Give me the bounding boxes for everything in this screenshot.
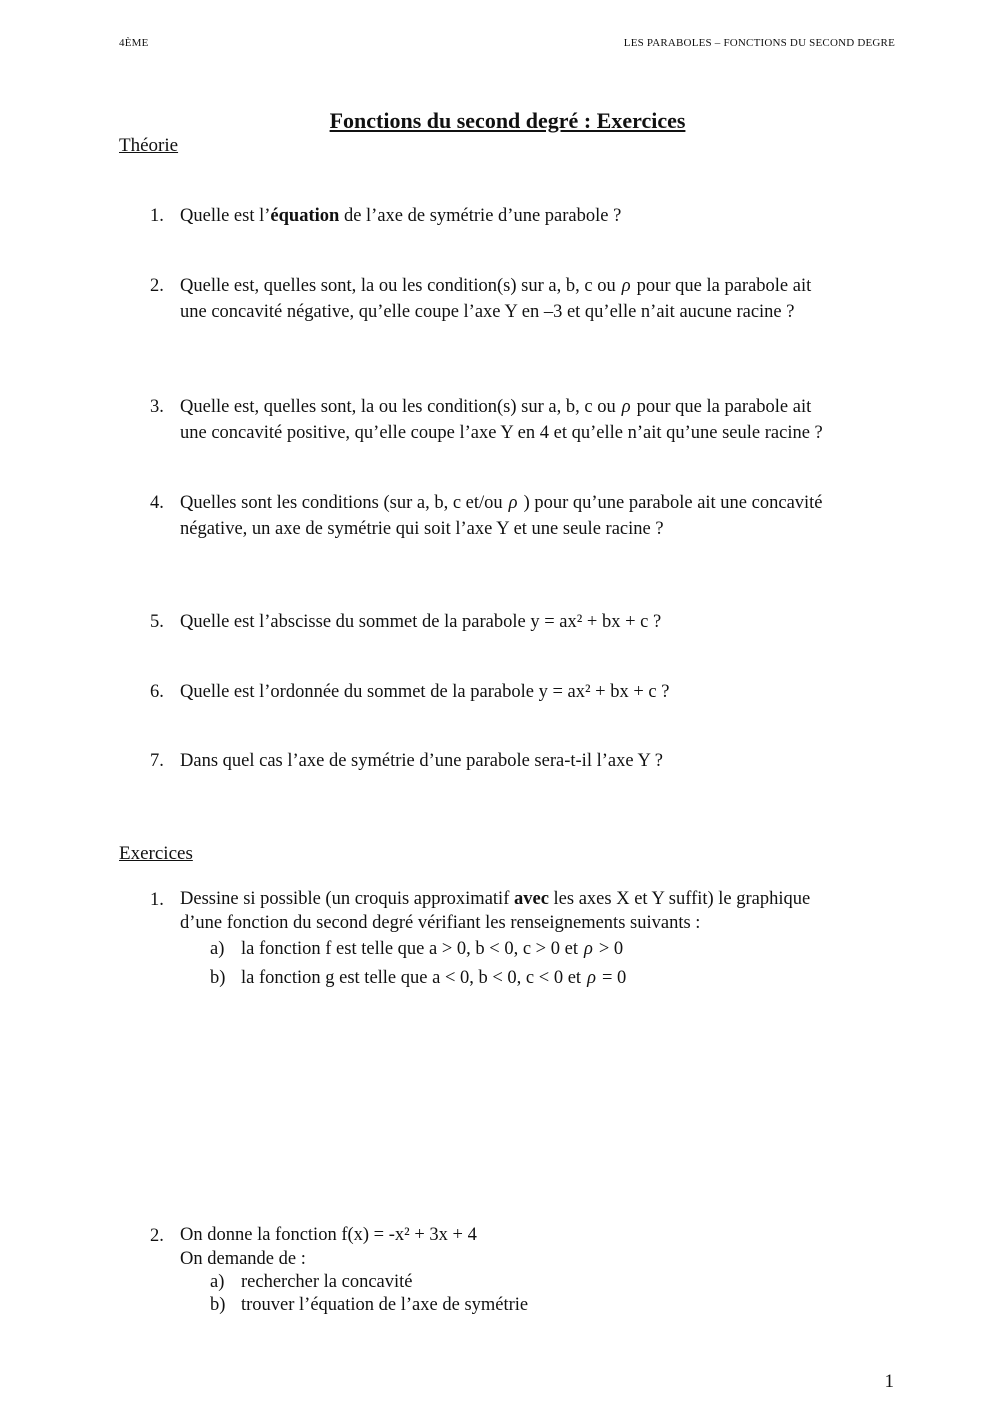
exercise-1-item-b bbox=[210, 965, 626, 991]
sub-item-text: trouver l’équation de l’axe de symétrie bbox=[241, 1295, 529, 1315]
question-text: négative, un axe de symétrie qui soit l’axe Y et une seule racine ? bbox=[180, 519, 664, 539]
question-number: 5. bbox=[150, 612, 164, 632]
exercise-number: 1. bbox=[150, 890, 164, 910]
question-text: Quelle est, quelles sont, la ou les condition(s) sur a, b, c ou bbox=[180, 397, 616, 417]
question-text: une concavité négative, qu’elle coupe l’axe Y en –3 et qu’elle n’ait aucune racine ? bbox=[180, 302, 795, 322]
sub-item-label: a) bbox=[210, 939, 225, 959]
sub-item-text: la fonction f est telle que a > 0, b < 0, c > 0 et bbox=[241, 939, 578, 959]
exercise-1 bbox=[150, 887, 895, 935]
exercise-2-item-a bbox=[210, 1270, 413, 1294]
exercise-text: On demande de : bbox=[180, 1249, 306, 1269]
rho-symbol: ρ bbox=[508, 493, 518, 513]
exercise-1-item-a bbox=[210, 936, 623, 962]
theory-question-1 bbox=[150, 203, 895, 229]
question-text: ) pour qu’une parabole ait une concavité bbox=[523, 493, 823, 513]
exercise-number: 2. bbox=[150, 1226, 164, 1246]
theory-question-4 bbox=[150, 490, 895, 542]
question-number: 1. bbox=[150, 206, 164, 226]
section-heading-exercises: Exercices bbox=[119, 843, 193, 864]
rho-symbol: ρ bbox=[587, 968, 596, 988]
question-text: une concavité positive, qu’elle coupe l’axe Y en 4 et qu’elle n’ait qu’une seule racine ? bbox=[180, 423, 823, 443]
question-number: 6. bbox=[150, 682, 164, 702]
question-number: 2. bbox=[150, 276, 164, 296]
sub-item-label: b) bbox=[210, 968, 226, 988]
theory-question-7 bbox=[150, 748, 895, 774]
theory-question-5 bbox=[150, 609, 895, 635]
question-bold-term: équation bbox=[270, 206, 340, 226]
page-number: 1 bbox=[884, 1371, 894, 1392]
question-text: de l’axe de symétrie d’une parabole ? bbox=[339, 206, 622, 226]
exercise-text: d’une fonction du second degré vérifiant les renseignements suivants : bbox=[180, 913, 701, 933]
exercise-text: On donne la fonction f(x) = -x² + 3x + 4 bbox=[180, 1225, 477, 1245]
sub-item-text: la fonction g est telle que a < 0, b < 0, c < 0 et bbox=[241, 968, 582, 988]
question-text: Quelle est l’ bbox=[180, 206, 271, 226]
page-title: Fonctions du second degré : Exercices bbox=[329, 108, 686, 133]
question-text: Dans quel cas l’axe de symétrie d’une parabole sera-t-il l’axe Y ? bbox=[180, 751, 664, 771]
theory-question-2 bbox=[150, 273, 895, 325]
rho-symbol: ρ bbox=[621, 276, 631, 296]
sub-item-text: rechercher la concavité bbox=[241, 1272, 413, 1292]
exercise-bold-term: avec bbox=[513, 889, 549, 909]
theory-question-3 bbox=[150, 394, 895, 446]
question-text: Quelle est l’abscisse du sommet de la parabole y = ax² + bx + c ? bbox=[180, 612, 662, 632]
rho-symbol: ρ bbox=[621, 397, 631, 417]
sub-item-label: b) bbox=[210, 1295, 226, 1315]
question-number: 3. bbox=[150, 397, 164, 417]
question-text: pour que la parabole ait bbox=[636, 276, 812, 296]
sub-item-text: > 0 bbox=[598, 939, 624, 959]
sub-item-label: a) bbox=[210, 1272, 225, 1292]
header-left: 4ÈME bbox=[119, 37, 149, 49]
question-number: 4. bbox=[150, 493, 164, 513]
section-heading-theory: Théorie bbox=[119, 135, 179, 156]
exercise-text: Dessine si possible (un croquis approximatif bbox=[180, 889, 514, 909]
question-text: Quelles sont les conditions (sur a, b, c et/ou bbox=[180, 493, 503, 513]
question-text: pour que la parabole ait bbox=[636, 397, 812, 417]
question-text: Quelle est l’ordonnée du sommet de la parabole y = ax² + bx + c ? bbox=[180, 682, 670, 702]
exercise-2 bbox=[150, 1223, 895, 1271]
exercise-2-item-b bbox=[210, 1293, 528, 1317]
rho-symbol: ρ bbox=[583, 939, 593, 959]
question-number: 7. bbox=[150, 751, 164, 771]
exercise-text: les axes X et Y suffit) le graphique bbox=[548, 889, 811, 909]
sub-item-text: = 0 bbox=[601, 968, 627, 988]
theory-question-6 bbox=[150, 679, 895, 705]
header-right: LES PARABOLES – FONCTIONS DU SECOND DEGRE bbox=[623, 37, 895, 49]
question-text: Quelle est, quelles sont, la ou les condition(s) sur a, b, c ou bbox=[180, 276, 616, 296]
